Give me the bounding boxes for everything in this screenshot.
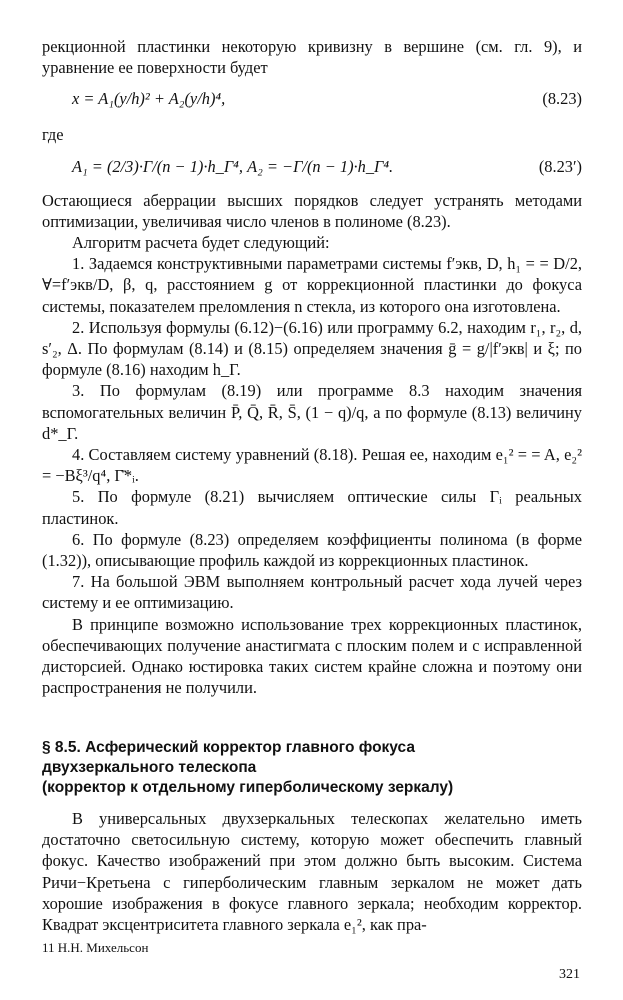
step-6: 6. По формуле (8.23) определяем коэффициенты полинома (в форме (1.32)), описывающие профиль каждой из коррекционных пластинок. <box>42 529 582 571</box>
step-4: 4. Составляем систему уравнений (8.18). Решая ее, находим e₁² = = A, e₂² = −Bξ³/q⁴, Γ̄*ᵢ. <box>42 445 582 486</box>
step-3: 3. По формулам (8.19) или программе 8.3 находим значения вспомогательных величин P̄, Q̄, R̄, S̄, (1 − q)/q, а по формуле (8.13) величину d*_Γ. <box>42 381 582 443</box>
paragraph-aberrations: Остающиеся аберрации высших порядков следует устранять методами оптимизации, увеличивая число членов в полиноме (8.23). <box>42 190 582 231</box>
text-column <box>42 808 582 935</box>
section-heading <box>42 738 582 798</box>
equation-body: A₁ = (2/3)·Γ/(n − 1)·h_Γ⁴, A₂ = −Γ/(n − 1)·h_Γ⁴. <box>72 156 394 176</box>
section-subtitle: (корректор к отдельному гиперболическому зеркалу) <box>42 779 454 796</box>
paragraph-principle: В принципе возможно использование трех коррекционных пластинок, обеспечивающих получение анастигмата с плоским полем и с исправленной дисторсией. Однако юстировка таких систем крайне сложна и поэтому они распространения не получили. <box>42 614 582 698</box>
paragraph-algorithm: Алгоритм расчета будет следующий: <box>72 233 330 253</box>
page-number: 321 <box>559 967 580 982</box>
paragraph-universal: В универсальных двухзеркальных телескопах желательно иметь достаточно светосильную систему, которую может обеспечить главный фокус. Качество изображений при этом должно быть высоким. Система Ричи−Кретьена с гиперболическим главным зеркалом не может дать хорошие изображения в фокусе главного зеркала; необходим корректор. Квадрат эксцентриситета главного зеркала e₁², как пра- <box>42 809 582 935</box>
signature-mark: 11 Н.Н. Михельсон <box>42 940 149 955</box>
step-2: 2. Используя формулы (6.12)−(6.16) или программу 6.2, находим r₁, r₂, d, s′₂, Δ. По формулам (8.14) и (8.15) определяем значения ḡ = g/|f′экв| и ξ; по формуле (8.16) находим h_Γ. <box>42 317 582 380</box>
equation-body: x = A₁(y/h)² + A₂(y/h)⁴, <box>72 89 226 109</box>
equation-8-23 <box>42 78 582 122</box>
where-label: где <box>42 125 64 145</box>
step-7: 7. На большой ЭВМ выполняем контрольный расчет хода лучей через систему и ее оптимизацию. <box>42 572 582 613</box>
step-5: 5. По формуле (8.21) вычисляем оптические силы Γᵢ реальных пластинок. <box>42 487 582 528</box>
step-1: 1. Задаемся конструктивными параметрами системы f′экв, D, h₁ = = D/2, ∀=f′экв/D, β, q, расстоянием g от коррекционной пластинки до фокуса системы, показателем преломления n стекла, из которого она изготовлена. <box>42 254 582 316</box>
paragraph-intro: рекционной пластинки некоторую кривизну в вершине (см. гл. 9), и уравнение ее поверхности будет <box>42 37 582 78</box>
equation-8-23-prime <box>42 146 582 190</box>
equation-number: (8.23) <box>542 89 582 109</box>
text-column <box>42 36 582 698</box>
section-title: двухзеркального телескопа <box>42 759 257 776</box>
section-title: § 8.5. Асферический корректор главного фокуса <box>42 739 415 756</box>
equation-number: (8.23′) <box>538 156 582 176</box>
